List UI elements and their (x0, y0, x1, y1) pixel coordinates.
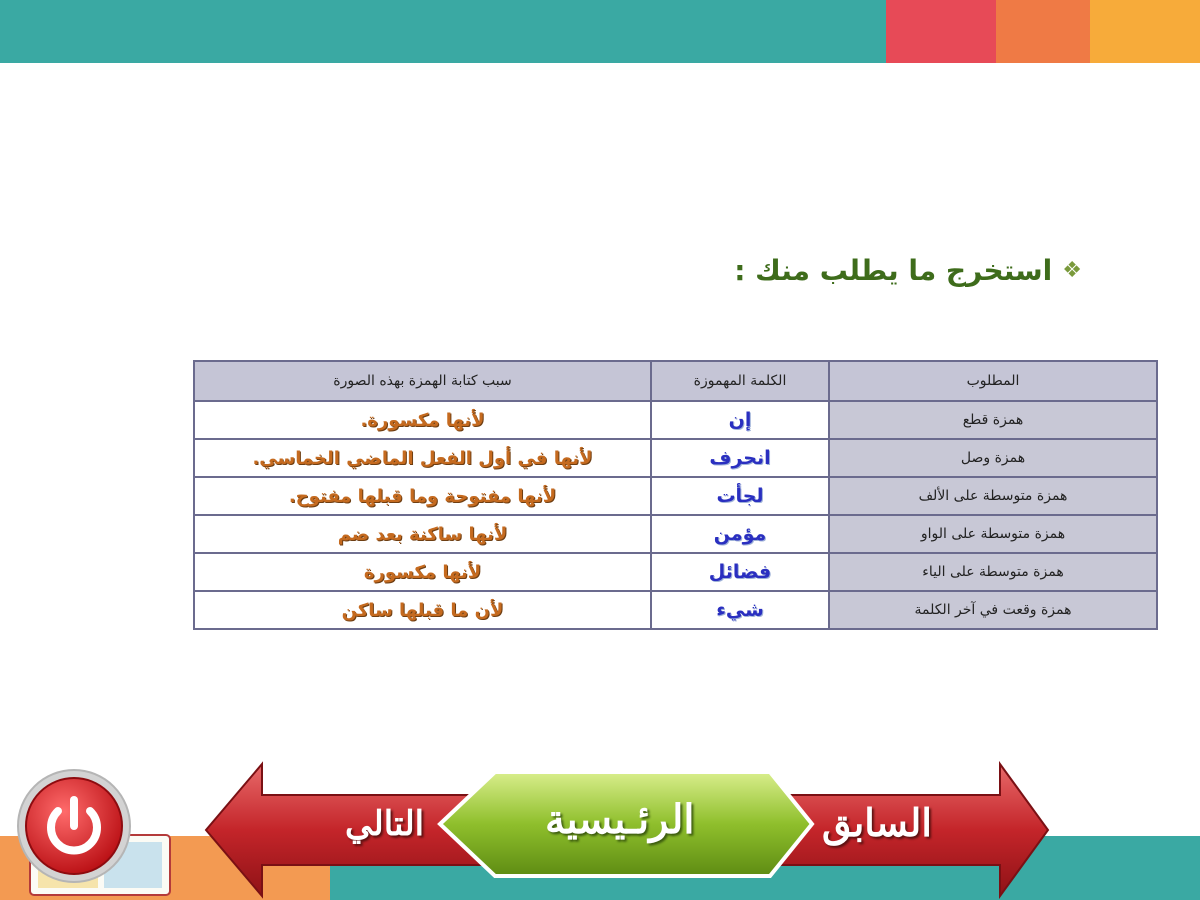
cell-word: فضائل (651, 553, 829, 591)
header-word: الكلمة المهموزة (651, 361, 829, 401)
cell-required: همزة وصل (829, 439, 1157, 477)
header-reason: سبب كتابة الهمزة بهذه الصورة (194, 361, 651, 401)
power-icon[interactable] (18, 770, 130, 882)
header-required: المطلوب (829, 361, 1157, 401)
cell-required: همزة متوسطة على الألف (829, 477, 1157, 515)
cell-required: همزة متوسطة على الواو (829, 515, 1157, 553)
cell-required: همزة وقعت في آخر الكلمة (829, 591, 1157, 629)
cell-reason: لأنها ساكنة بعد ضم (194, 515, 651, 553)
cell-reason: لأنها مكسورة (194, 553, 651, 591)
cell-reason: لأنها مفتوحة وما قبلها مفتوح. (194, 477, 651, 515)
next-button-label[interactable]: التالي (345, 804, 425, 844)
cell-word: لجأت (651, 477, 829, 515)
cell-word: مؤمن (651, 515, 829, 553)
cell-required: همزة قطع (829, 401, 1157, 439)
cell-reason: لأن ما قبلها ساكن (194, 591, 651, 629)
cell-word: إن (651, 401, 829, 439)
cell-word: شيء (651, 591, 829, 629)
cell-word: انحرف (651, 439, 829, 477)
home-button-label[interactable]: الرئـيسية (545, 796, 695, 843)
cell-reason: لأنها مكسورة. (194, 401, 651, 439)
diamond-bullet-icon: ❖ (1062, 258, 1082, 283)
cell-reason: لأنها في أول الفعل الماضي الخماسي. (194, 439, 651, 477)
cell-required: همزة متوسطة على الياء (829, 553, 1157, 591)
previous-button-label[interactable]: السابق (822, 800, 932, 845)
instruction-text: استخرج ما يطلب منك : (734, 254, 1053, 287)
